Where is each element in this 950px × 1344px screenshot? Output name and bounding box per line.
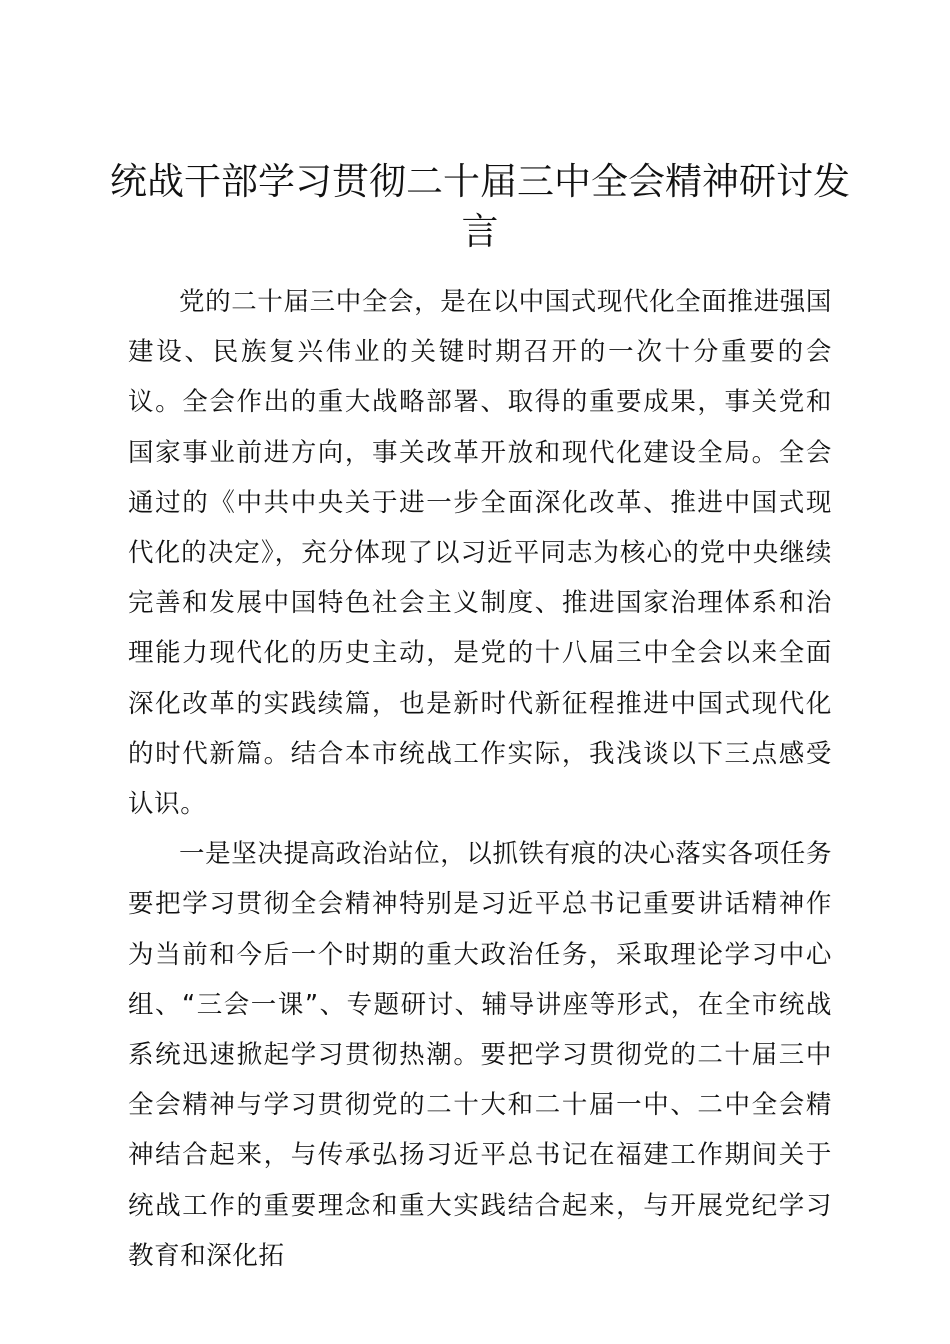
paragraph-intro: 党的二十届三中全会，是在以中国式现代化全面推进强国建设、民族复兴伟业的关键时期召开的一次十分重要的会议。全会作出的重大战略部署、取得的重要成果，事关党和国家事业前进方向，事关改革开放和现代化建设全局。全会通过的《中共中央关于进一步全面深化改革、推进中国式现代化的决定》，充分体现了以习近平同志为核心的党中央继续完善和发展中国特色社会主义制度、推进国家治理体系和治理能力现代化的历史主动，是党的十八届三中全会以来全面深化改革的实践续篇，也是新时代新征程推进中国式现代化的时代新篇。结合本市统战工作实际，我浅谈以下三点感受认识。 (128, 287, 832, 820)
document-body (128, 277, 832, 1281)
document-title: 统战干部学习贯彻二十届三中全会精神研讨发言 (110, 160, 850, 253)
paragraph-point-one: 一是坚决提高政治站位，以抓铁有痕的决心落实各项任务要把学习贯彻全会精神特别是习近平总书记重要讲话精神作为当前和今后一个时期的重大政治任务，采取理论学习中心组、“三会一课”、专题研讨、辅导讲座等形式，在全市统战系统迅速掀起学习贯彻热潮。要把学习贯彻党的二十届三中全会精神与学习贯彻党的二十大和二十届一中、二中全会精神结合起来，与传承弘扬习近平总书记在福建工作期间关于统战工作的重要理念和重大实践结合起来，与开展党纪学习教育和深化拓 (128, 839, 832, 1271)
